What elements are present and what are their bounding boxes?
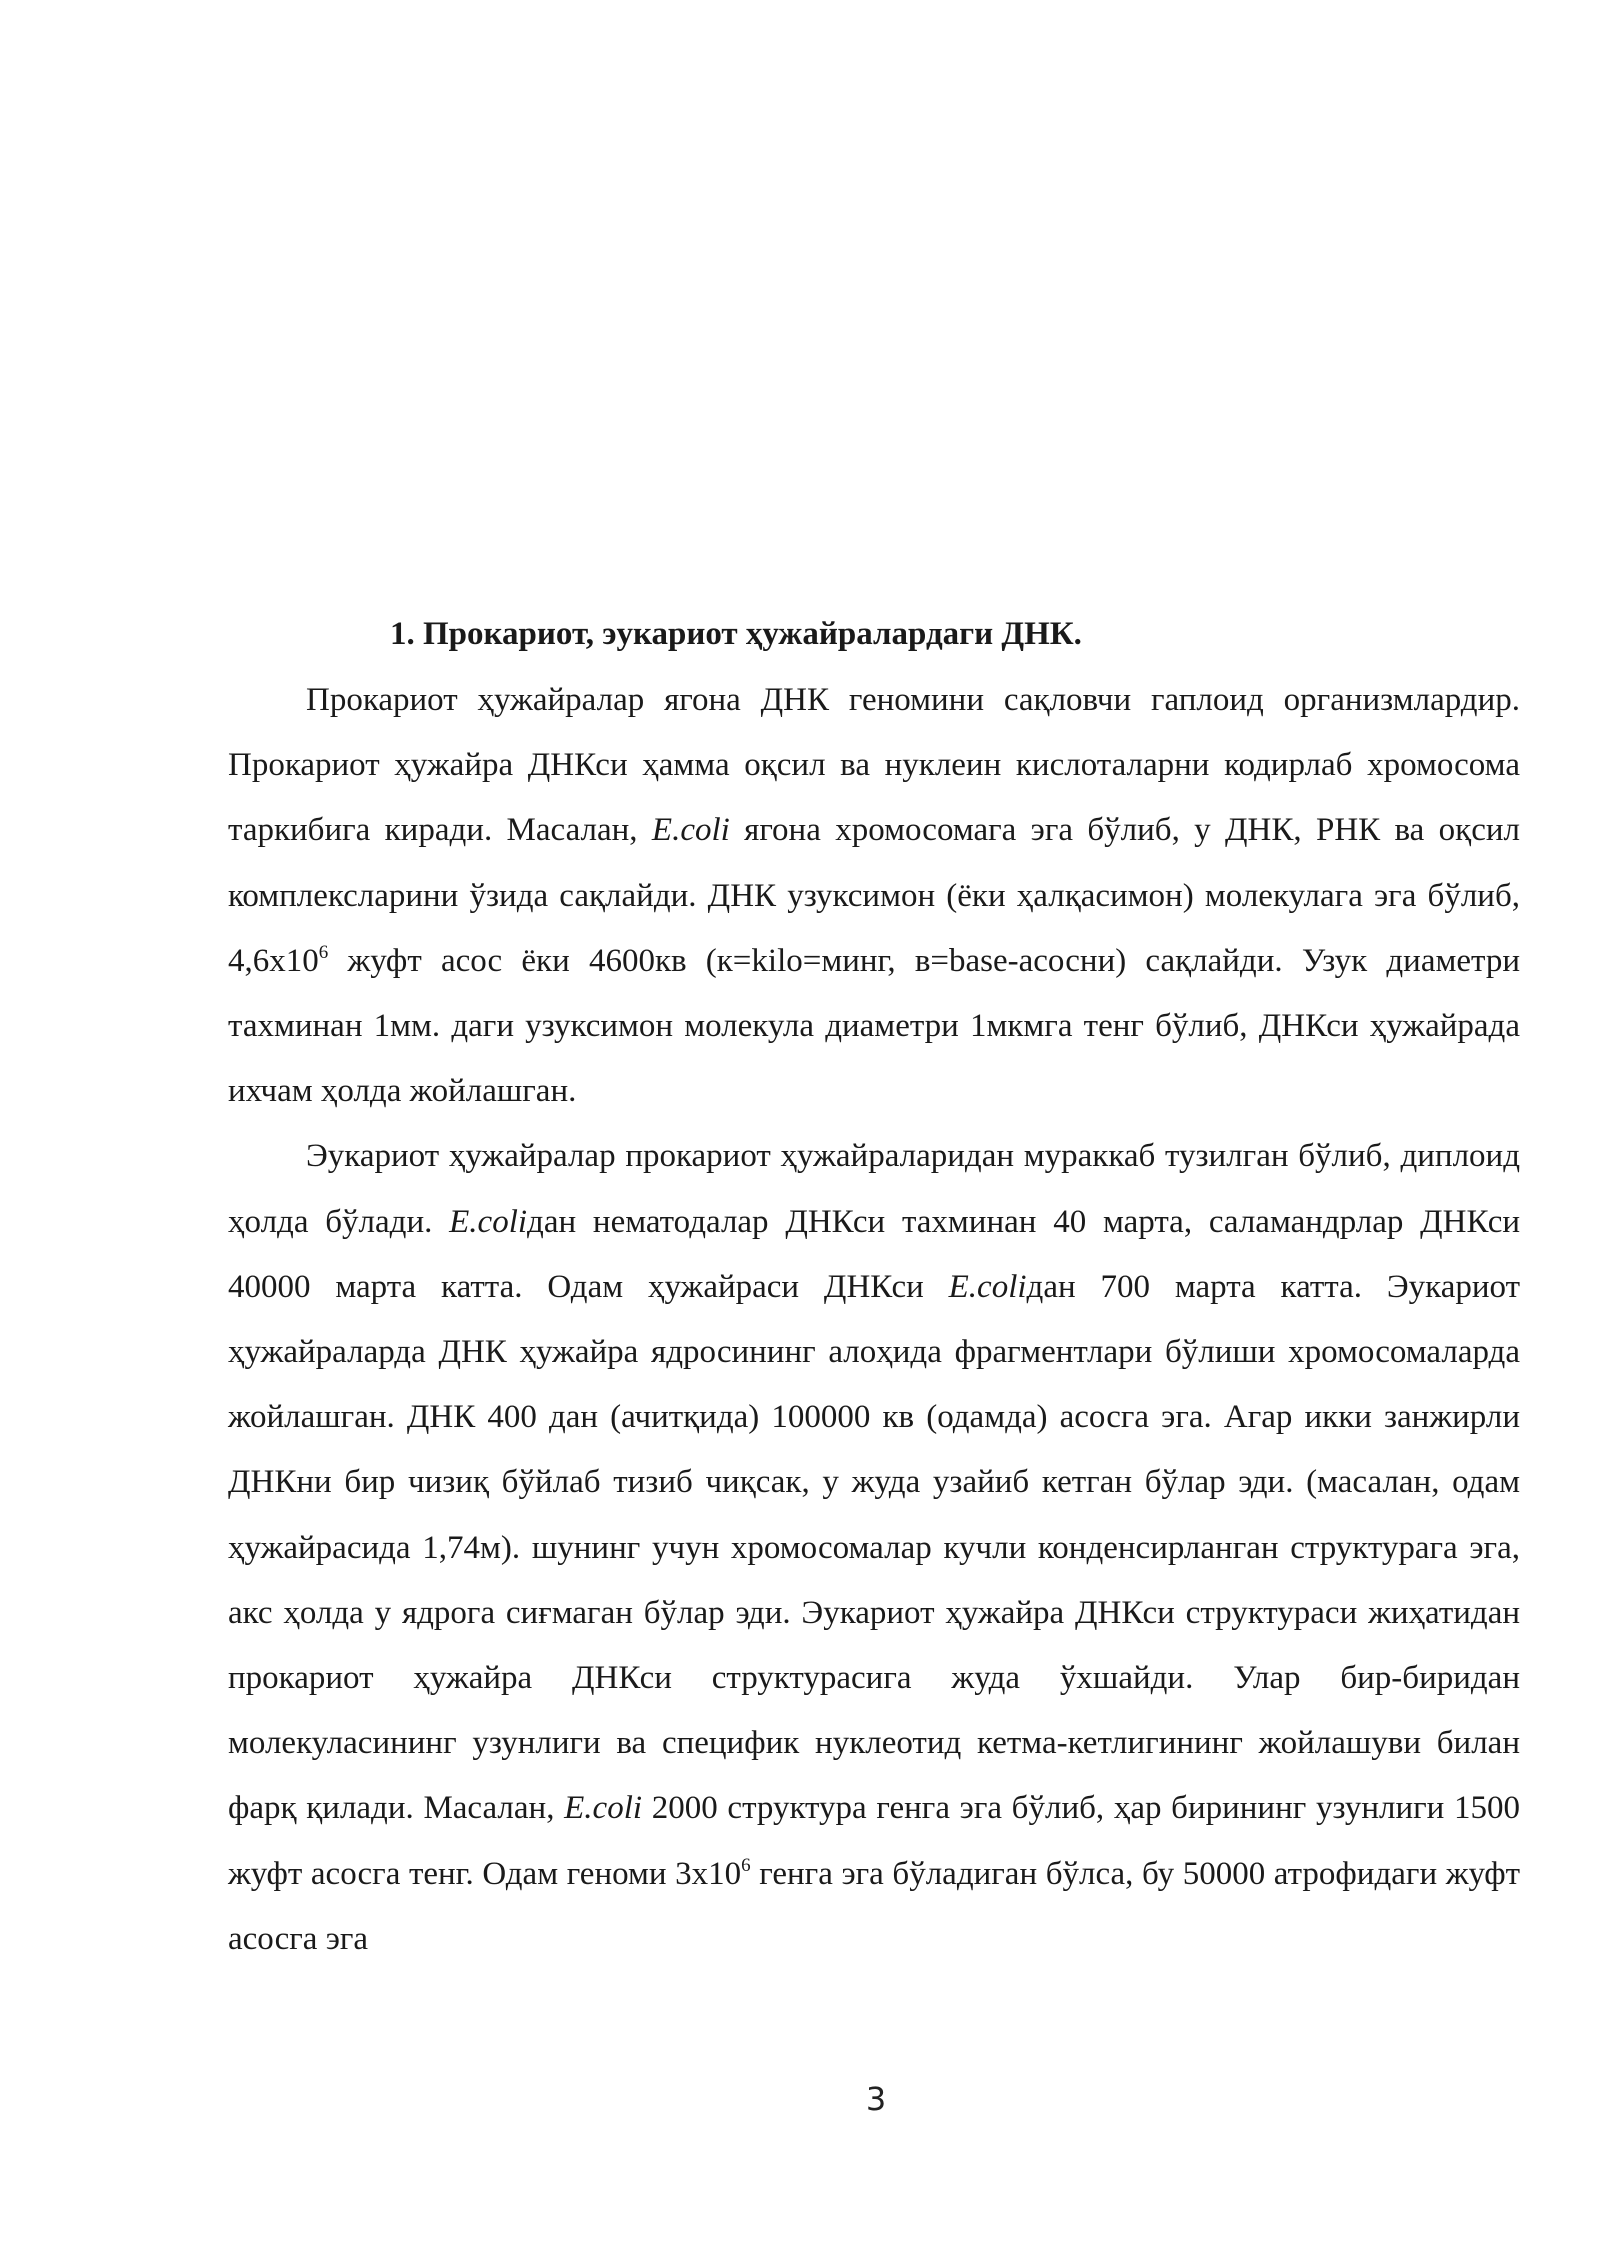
text-run: жуфт асос ёки 4600кв (к=kilo=минг, в=base-асосни) сақлайди. Узук диаметри тахминан 1мм. даги узуксимон молекула диаметри 1мкмга тенг бўлиб, ДНКси ҳужайрада ихчам ҳолда жойлашган. <box>228 942 1520 1110</box>
text-run: дан нематодалар ДНКси тахминан 40 марта, саламандрлар ДНКси 40000 марта катта. Одам ҳужайраси ДНКси <box>228 1203 1521 1305</box>
species-name: E.coli <box>449 1203 528 1240</box>
text-run: генга эга бўладиган бўлса, бу 50000 атрофидаги жуфт асосга эга <box>228 1855 1520 1957</box>
text-run: ягона хромосомага эга бўлиб, у ДНК, РНК ва оқсил комплексларини ўзида сақлайди. ДНК узуксимон (ёки ҳалқасимон) молекулага эга бўлиб, 4,6х10 <box>228 812 1520 979</box>
text-run: Эукариот ҳужайралар прокариот ҳужайраларидан мураккаб тузилган бўлиб, диплоид ҳолда бўлади. <box>228 1138 1520 1240</box>
body-text <box>228 668 1520 1972</box>
paragraph <box>228 1124 1520 1972</box>
section-heading: 1. Прокариот, эукариот ҳужайралардаги ДНК. <box>390 616 1082 652</box>
page-number: 3 <box>865 2080 887 2118</box>
text-run: дан 700 марта катта. Эукариот ҳужайраларда ДНК ҳужайра ядросининг алоҳида фрагментлари бўлиши хромосомаларда жойлашган. ДНК 400 дан (ачитқида) 100000 кв (одамда) асосга эга. Агар икки занжирли ДНКни бир чизиқ бўйлаб тизиб чиқсак, у жуда узайиб кетган бўлар эди. (масалан, одам ҳужайрасида 1,74м). шунинг учун хромосомалар кучли конденсирланган структурага эга, акс ҳолда у ядрога сиғмаган бўлар эди. Эукариот ҳужайра ДНКси структураси жиҳатидан прокариот ҳужайра ДНКси структурасига жуда ўхшайди. Улар бир-биридан молекуласининг узунлиги ва специфик нуклеотид кетма-кетлигининг жойлашуви билан фарқ қилади. Масалан, <box>228 1268 1520 1827</box>
species-name: E.coli <box>948 1268 1027 1305</box>
superscript: 6 <box>318 941 329 963</box>
species-name: E.coli <box>564 1790 643 1827</box>
species-name: E.coli <box>651 812 730 849</box>
superscript: 6 <box>741 1854 751 1876</box>
text-run: 2000 структура генга эга бўлиб, ҳар бирининг узунлиги 1500 жуфт асосга тенг. Одам геноми 3х10 <box>228 1790 1520 1892</box>
paragraph <box>228 668 1520 1124</box>
text-run: Прокариот ҳужайралар ягона ДНК геномини сақловчи гаплоид организмлардир. Прокариот ҳужайра ДНКси ҳамма оқсил ва нуклеин кислоталарни кодирлаб хромосома таркибига киради. Масалан, <box>228 682 1520 849</box>
